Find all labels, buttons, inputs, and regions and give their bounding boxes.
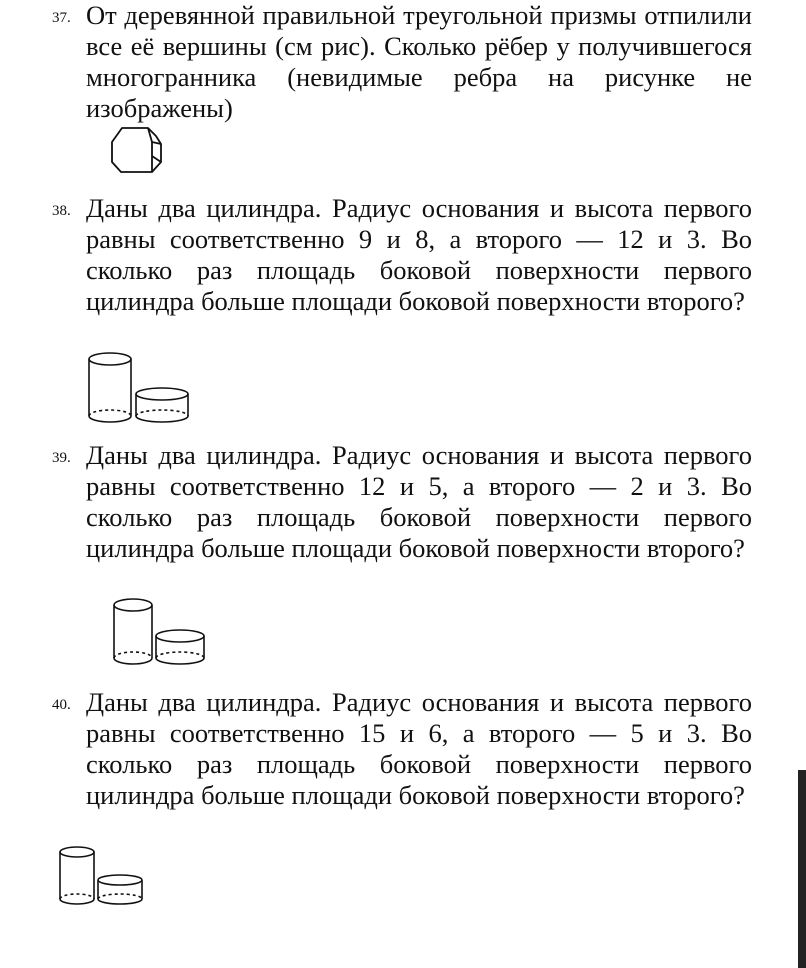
- scrollbar-edge[interactable]: [798, 770, 806, 968]
- cylinders-figure: [56, 843, 148, 911]
- problem-38: [52, 193, 752, 317]
- problem-39: [52, 440, 752, 564]
- cylinders-figure: [84, 350, 194, 428]
- problem-number: 39.: [52, 450, 71, 466]
- problem-text: Даны два цилиндра. Радиус основания и высота первого равны соответственно 9 и 8, а второго — 12 и 3. Во сколько раз площадь боковой поверхности первого цилиндра больше площади боковой поверхности второго?: [86, 193, 752, 316]
- truncated-prism-figure: [108, 124, 166, 176]
- problem-number: 37.: [52, 10, 71, 26]
- problem-40: [52, 687, 752, 811]
- problem-37: [52, 0, 752, 124]
- problem-text: От деревянной правильной треугольной призмы отпилили все её вершины (см рис). Сколько рёбер у получившегося многогранника (невидимые ребра на рисунке не изображены): [86, 0, 752, 123]
- problem-number: 38.: [52, 203, 71, 219]
- problem-text: Даны два цилиндра. Радиус основания и высота первого равны соответственно 15 и 6, а второго — 5 и 3. Во сколько раз площадь боковой поверхности первого цилиндра больше площади боковой поверхности второго?: [86, 687, 752, 810]
- problem-text: Даны два цилиндра. Радиус основания и высота первого равны соответственно 12 и 5, а второго — 2 и 3. Во сколько раз площадь боковой поверхности первого цилиндра больше площади боковой поверхности второго?: [86, 440, 752, 563]
- cylinders-figure: [110, 596, 210, 670]
- problem-number: 40.: [52, 697, 71, 713]
